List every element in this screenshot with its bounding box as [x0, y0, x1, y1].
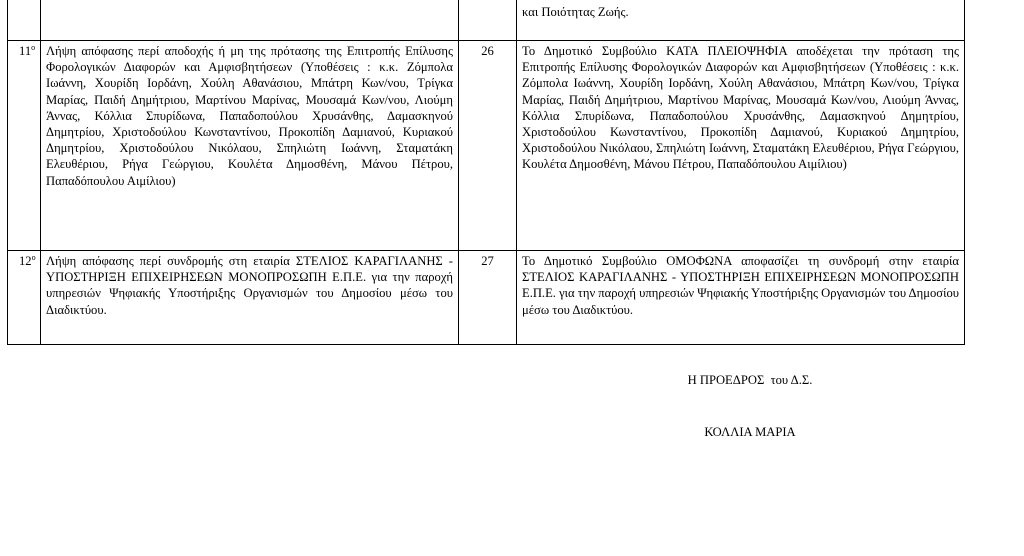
table-row: [8, 251, 965, 345]
item-number-cell: [8, 41, 41, 251]
item-number: 11: [19, 44, 32, 58]
minutes-table: [7, 0, 965, 345]
decision-number: 27: [481, 254, 494, 268]
decision-number-cell: [459, 251, 517, 345]
item-subject: Λήψη απόφασης περί συνδρομής στη εταιρία ΣΤΕΛΙΟΣ ΚΑΡΑΓΙΛΑΝΗΣ - ΥΠΟΣΤΗΡΙΞΗ ΕΠΙΧΕΙΡΗΣΕΩΝ ΜΟΝΟΠΡΟΣΩΠΗ Ε.Π.Ε. για την παροχή υπηρεσιών Ψηφιακής Υποστήριξης Οργανισμών του Δημοσίου μέσω του Διαδικτύου.: [46, 254, 453, 317]
item-number-suffix: ο: [31, 253, 36, 262]
decision-number-cell: [459, 0, 517, 41]
decision-continuation-text: και Ποιότητας Ζωής.: [522, 5, 629, 19]
subject-cell: [41, 0, 459, 41]
signature-name: ΚΟΛΛΙΑ ΜΑΡΙΑ: [704, 425, 796, 439]
item-number-cell: [8, 251, 41, 345]
decision-cell: [517, 251, 965, 345]
table-row: [8, 41, 965, 251]
decision-cell: [517, 41, 965, 251]
decision-cell: [517, 0, 965, 41]
signature-title: Η ΠΡΟΕΔΡΟΣ του Δ.Σ.: [687, 373, 813, 387]
item-number-cell: [8, 0, 41, 41]
decision-number-cell: [459, 41, 517, 251]
subject-cell: [41, 41, 459, 251]
item-number: 12: [19, 254, 32, 268]
item-number-suffix: ο: [31, 43, 36, 52]
decision-text: Το Δημοτικό Συμβούλιο ΟΜΟΦΩΝΑ αποφασίζει τη συνδρομή στην εταιρία ΣΤΕΛΙΟΣ ΚΑΡΑΓΙΛΑΝΗΣ - ΥΠΟΣΤΗΡΙΞΗ ΕΠΙΧΕΙΡΗΣΕΩΝ ΜΟΝΟΠΡΟΣΩΠΗ Ε.Π.Ε. για την παροχή υπηρεσιών Ψηφιακής Υποστήριξης Οργανισμών του Δημοσίου μέσω του Διαδικτύου.: [522, 254, 959, 317]
decision-number: 26: [481, 44, 494, 58]
item-subject: Λήψη απόφασης περί αποδοχής ή μη της πρότασης της Επιτροπής Επίλυσης Φορολογικών Διαφορών και Αμφισβητήσεων (Υποθέσεις : κ.κ. Ζόμπολα Ιωάννη, Χουρίδη Ιορδάνη, Χούλη Αθανάσιου, Μπάτρη Κων/νου, Τρίγκα Μαρίας, Παιδή Δημήτριου, Μαρτίνου Μαρίνας, Μουσαμά Κων/νου, Λιούμη Άννας, Κόλλια Σπυρίδωνα, Παπαδοπούλου Χρυσάνθης, Δαμασκηνού Δημητρίου, Χριστοδούλου Κωνσταντίνου, Προκοπίδη Δαμιανού, Κυριακού Δημητρίου, Χριστοδούλου Νικόλαου, Σπηλιώτη Ιωάννη, Σταματάκη Ελευθέριου, Ρήγα Γεώργιου, Κουλέτα Δημοσθένη, Μάνου Πέτρου, Παπαδόπουλου Αιμίλιου): [46, 44, 453, 188]
table-row-continuation: [8, 0, 965, 41]
decision-text: Το Δημοτικό Συμβούλιο ΚΑΤΑ ΠΛΕΙΟΨΗΦΙΑ αποδέχεται την πρόταση της Επιτροπής Επίλυσης Φορολογικών Διαφορών και Αμφισβητήσεων (Υποθέσεις : κ.κ. Ζόμπολα Ιωάννη, Χουρίδη Ιορδάνη, Χούλη Αθανάσιου, Μπάτρη Κων/νου, Τρίγκα Μαρίας, Παιδή Δημήτριου, Μαρτίνου Μαρίνας, Μουσαμά Κων/νου, Λιούμη Άννας, Κόλλια Σπυρίδωνα, Παπαδοπούλου Χρυσάνθης, Δαμασκηνού Δημητρίου, Χριστοδούλου Κωνσταντίνου, Προκοπίδη Δαμιανού, Κυριακού Δημητρίου, Χριστοδούλου Νικόλαου, Σπηλιώτη Ιωάννη, Σταματάκη Ελευθέριου, Ρήγα Γεώργιου, Κουλέτα Δημοσθένη, Μάνου Πέτρου, Παπαδόπουλου Αιμίλιου): [522, 44, 959, 172]
subject-cell: [41, 251, 459, 345]
